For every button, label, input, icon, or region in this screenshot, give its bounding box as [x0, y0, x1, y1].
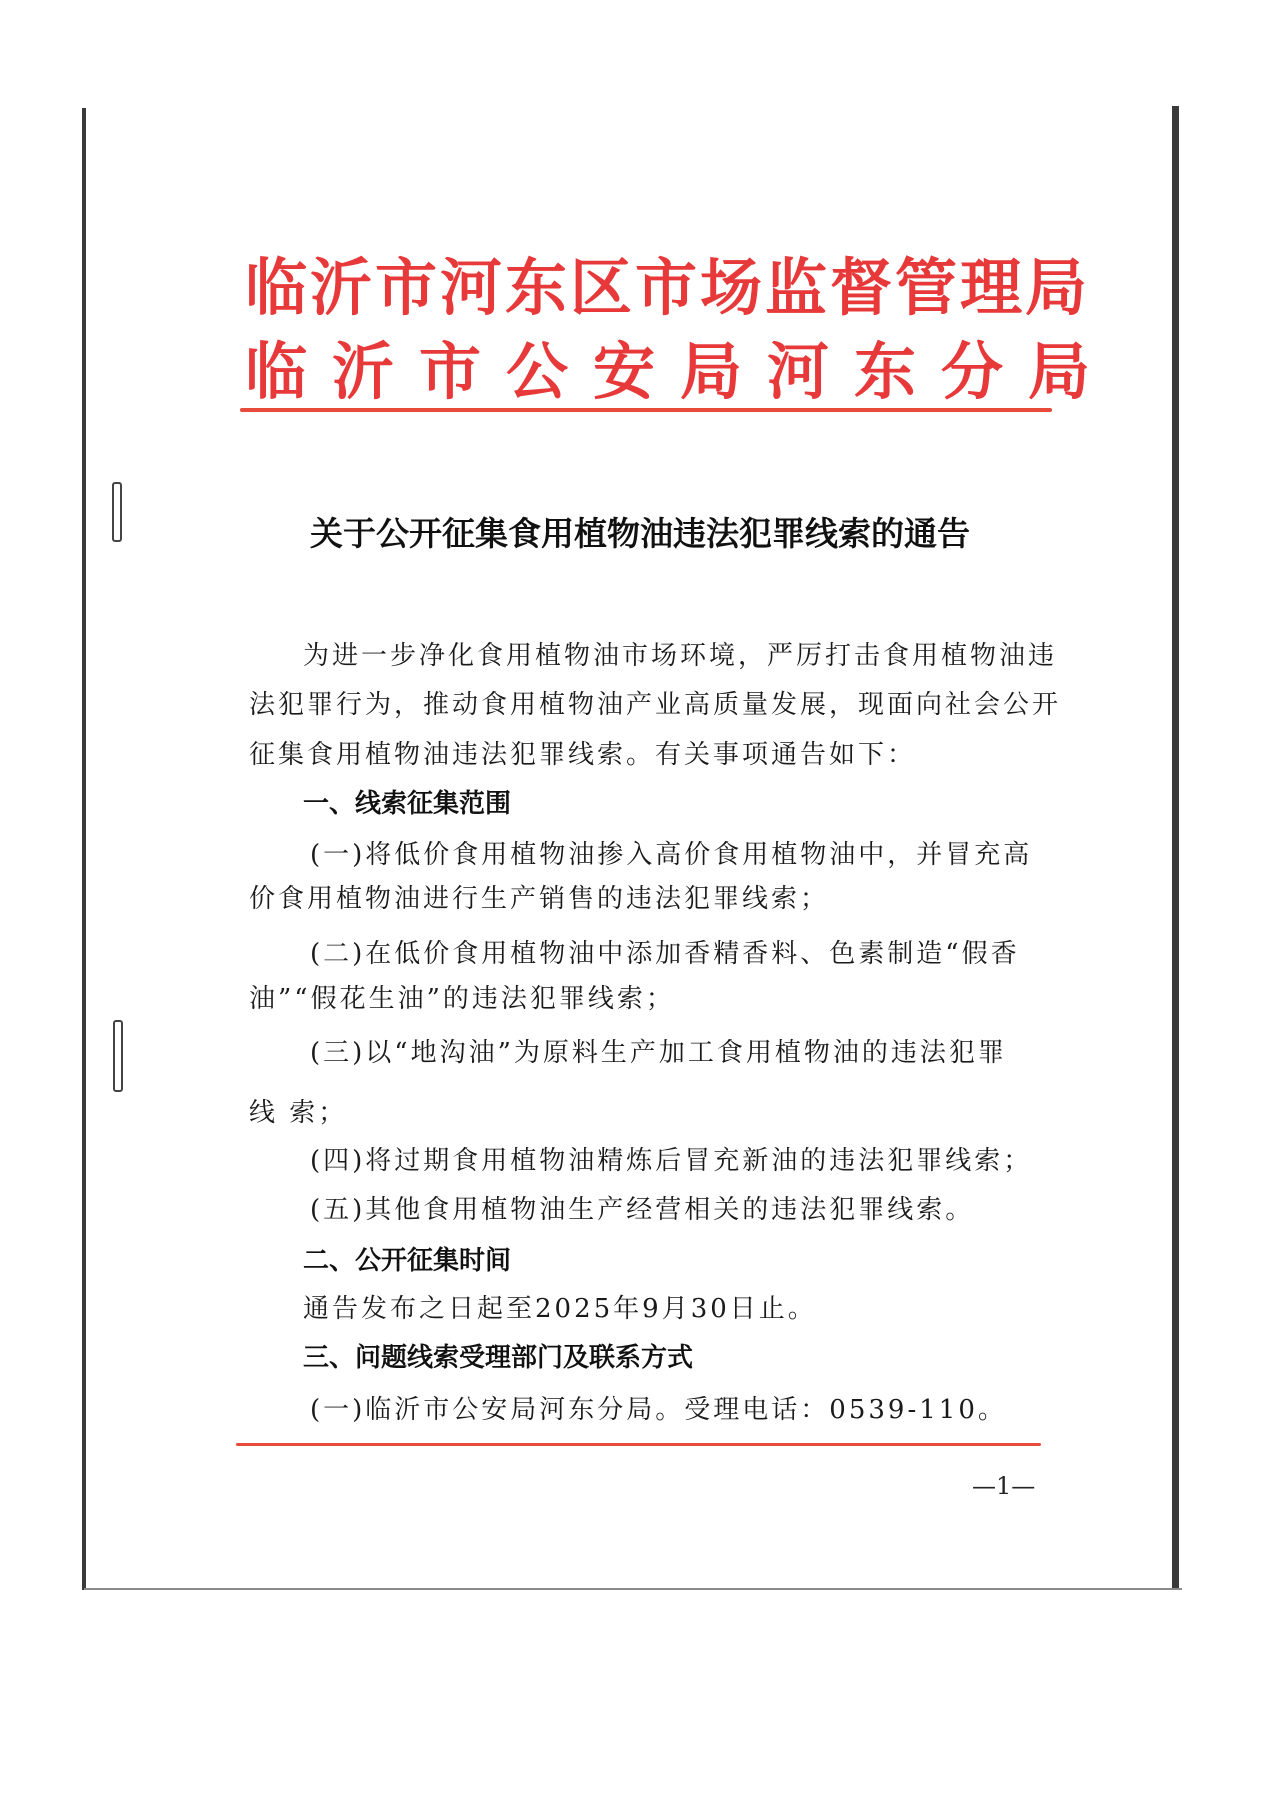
page-number: —1— [972, 1472, 1036, 1500]
scan-left-edge [82, 108, 86, 1590]
masthead-red-rule [240, 408, 1052, 412]
section-3-item-1: (一)临沂市公安局河东分局。受理电话：0539-110。 [310, 1395, 1007, 1425]
footer-red-rule [236, 1443, 1041, 1446]
section-2-text: 通告发布之日起至2025年9月30日止。 [303, 1294, 817, 1324]
section-3-heading: 三、问题线索受理部门及联系方式 [303, 1343, 694, 1373]
section-1-item-1-line-2: 价食用植物油进行生产销售的违法犯罪线索； [249, 884, 830, 914]
document-title: 关于公开征集食用植物油违法犯罪线索的通告 [310, 514, 970, 553]
section-1-item-4: (四)将过期食用植物油精炼后冒充新油的违法犯罪线索； [310, 1146, 1033, 1176]
intro-line-1: 为进一步净化食用植物油市场环境，严厉打击食用植物油违 [303, 641, 1058, 671]
section-1-heading: 一、线索征集范围 [303, 789, 512, 819]
scan-right-edge [1172, 106, 1179, 1590]
section-1-item-2-line-2: 油”“假花生油”的违法犯罪线索； [249, 984, 675, 1014]
page-bottom-edge [84, 1588, 1182, 1590]
section-1-item-3-line-2: 线 索； [249, 1098, 348, 1128]
binding-mark-middle [113, 1020, 123, 1092]
intro-line-2: 法犯罪行为，推动食用植物油产业高质量发展，现面向社会公开 [249, 690, 1062, 720]
section-1-item-1-line-1: (一)将低价食用植物油掺入高价食用植物油中，并冒充高 [310, 840, 1033, 870]
masthead-org-line-2: 临沂市公安局河东分局 [245, 335, 1116, 408]
masthead-org-line-1: 临沂市河东区市场监督管理局 [245, 251, 1091, 324]
intro-line-3: 征集食用植物油违法犯罪线索。有关事项通告如下： [249, 740, 917, 770]
section-1-item-5: (五)其他食用植物油生产经营相关的违法犯罪线索。 [310, 1195, 975, 1225]
section-2-heading: 二、公开征集时间 [303, 1246, 512, 1276]
section-1-item-2-line-1: (二)在低价食用植物油中添加香精香料、色素制造“假香 [310, 939, 1020, 969]
section-1-item-3-line-1: (三)以“地沟油”为原料生产加工食用植物油的违法犯罪 [310, 1038, 1007, 1068]
